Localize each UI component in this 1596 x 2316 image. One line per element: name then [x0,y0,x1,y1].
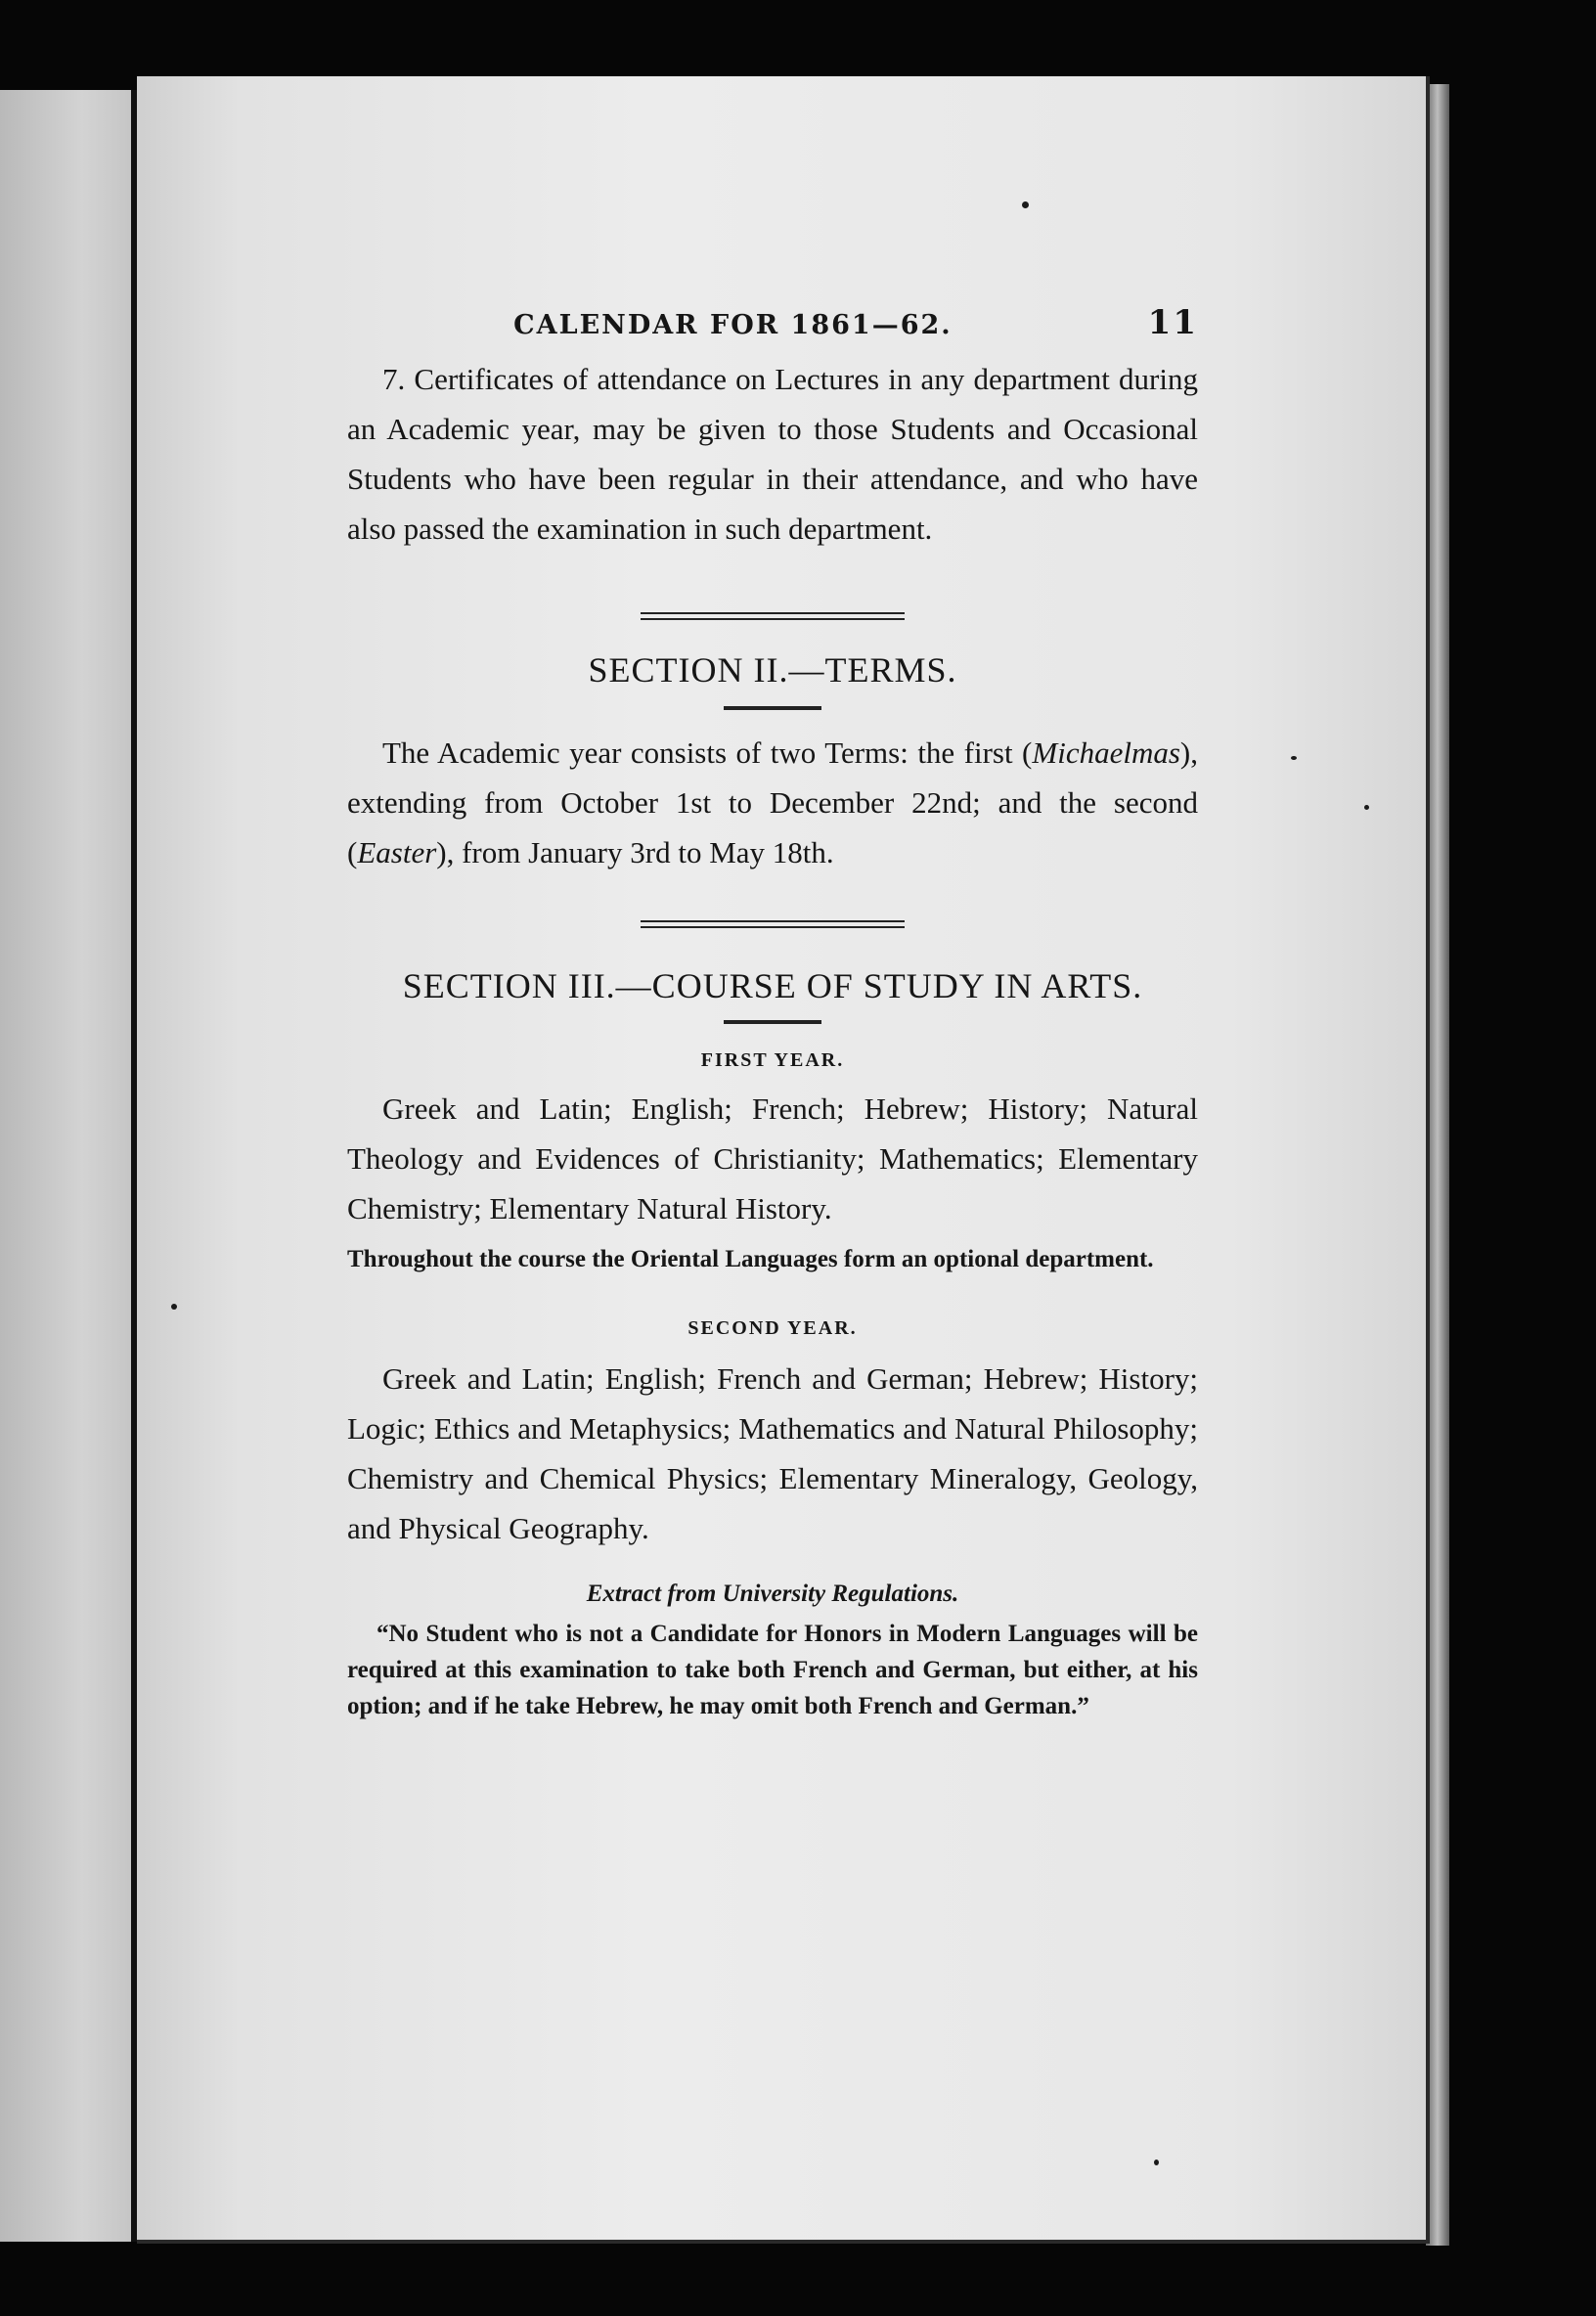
ink-speck [1364,805,1369,810]
section-divider [641,920,905,928]
extract-title: Extract from University Regulations. [586,1581,959,1607]
page-number: 11 [1147,303,1198,342]
facing-page-edge [0,90,140,2242]
first-year-heading: FIRST YEAR. [700,1049,845,1071]
section-divider [641,612,905,620]
running-head-title: CALENDAR FOR 1861—62. [513,310,953,340]
terms-text-2: ), extending from October 1st to December 22nd; and the second ( [347,735,1198,869]
first-year-subjects: Greek and Latin; English; French; Hebrew; History; Natural Theology and Evidences of Christianity; Mathematics; Elementary Chemistry; Elementary Natural History. [347,1091,1198,1225]
ink-speck [1154,2160,1159,2165]
running-head [347,303,1198,354]
terms-text-1: The Academic year consists of two Terms: the first ( [382,735,1033,770]
paragraph-7: 7. Certificates of attendance on Lectures in any department during an Academic year, may be given to those Students and Occasional Students who have been regular in their attendance, and who have also passed the examination in such department. [347,362,1198,546]
ink-speck [1291,756,1297,760]
second-year-heading: SECOND YEAR. [687,1317,858,1339]
page-content [347,303,1198,1724]
ink-speck [171,1304,177,1310]
ink-speck [1022,201,1029,208]
section-3-heading: SECTION III.—COURSE OF STUDY IN ARTS. [402,966,1143,1005]
regulations-quote: “No Student who is not a Candidate for Honors in Modern Languages will be required at this examination to take both French and German, but either, at his option; and if he take Hebrew, he may omit both French and German.” [347,1621,1198,1719]
terms-text-3: ), from January 3rd to May 18th. [436,835,834,869]
term-easter: Easter [357,835,437,869]
oriental-languages-note: Throughout the course the Oriental Languages form an optional department. [347,1246,1154,1272]
second-year-subjects: Greek and Latin; English; French and German; Hebrew; History; Logic; Ethics and Metaphysics; Mathematics and Natural Philosophy; Chemistry and Chemical Physics; Elementary Mineralogy, Geology, and Physical Geography. [347,1361,1198,1545]
section-2-heading: SECTION II.—TERMS. [588,650,957,690]
term-michaelmas: Michaelmas [1032,735,1180,770]
section-2-text [347,728,1198,877]
